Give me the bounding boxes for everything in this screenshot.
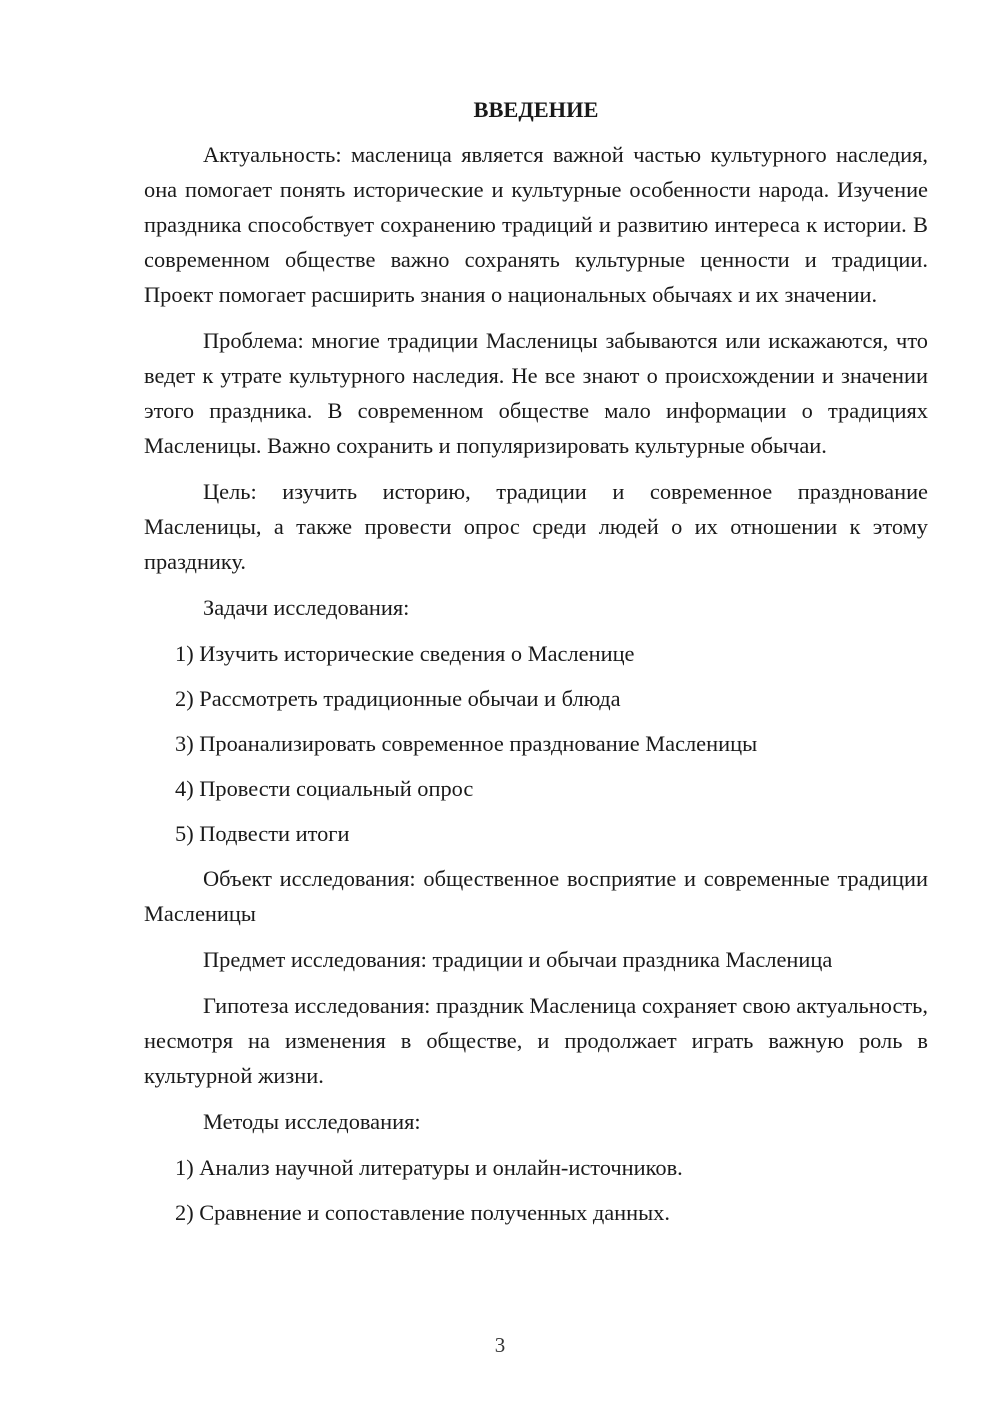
hypothesis-paragraph: Гипотеза исследования: праздник Масленица сохраняет свою актуальность, несмотря на изменения в обществе, и продолжает играть важную роль в культурной жизни.: [144, 993, 928, 1088]
document-page: [144, 92, 928, 1240]
methods-title: Методы исследования:: [203, 1109, 421, 1134]
task-item-1: 1) Изучить исторические сведения о Масленице: [175, 641, 635, 666]
subject-paragraph: Предмет исследования: традиции и обычаи праздника Масленица: [203, 947, 833, 972]
task-item-5: 5) Подвести итоги: [175, 821, 350, 846]
goal-paragraph: Цель: изучить историю, традиции и современное празднование Масленицы, а также провести опрос среди людей о их отношении к этому празднику.: [144, 479, 928, 574]
relevance-paragraph: Актуальность: масленица является важной частью культурного наследия, она помогает понять исторические и культурные особенности народа. Изучение праздника способствует сохранению традиций и развитию интереса к истории. В современном обществе важно сохранять культурные ценности и традиции. Проект помогает расширить знания о национальных обычаях и их значении.: [144, 142, 928, 307]
method-item-1: 1) Анализ научной литературы и онлайн-источников.: [175, 1155, 683, 1180]
task-item-4: 4) Провести социальный опрос: [175, 776, 474, 801]
object-paragraph: Объект исследования: общественное восприятие и современные традиции Масленицы: [144, 866, 928, 926]
problem-paragraph: Проблема: многие традиции Масленицы забываются или искажаются, что ведет к утрате культурного наследия. Не все знают о происхождении и значении этого праздника. В современном обществе мало информации о традициях Масленицы. Важно сохранить и популяризировать культурные обычаи.: [144, 328, 928, 458]
section-heading: ВВЕДЕНИЕ: [473, 97, 599, 122]
page-number: 3: [494, 1333, 506, 1357]
task-item-2: 2) Рассмотреть традиционные обычаи и блюда: [175, 686, 621, 711]
method-item-2: 2) Сравнение и сопоставление полученных данных.: [175, 1200, 670, 1225]
task-item-3: 3) Проанализировать современное празднование Масленицы: [175, 731, 758, 756]
tasks-title: Задачи исследования:: [203, 595, 410, 620]
